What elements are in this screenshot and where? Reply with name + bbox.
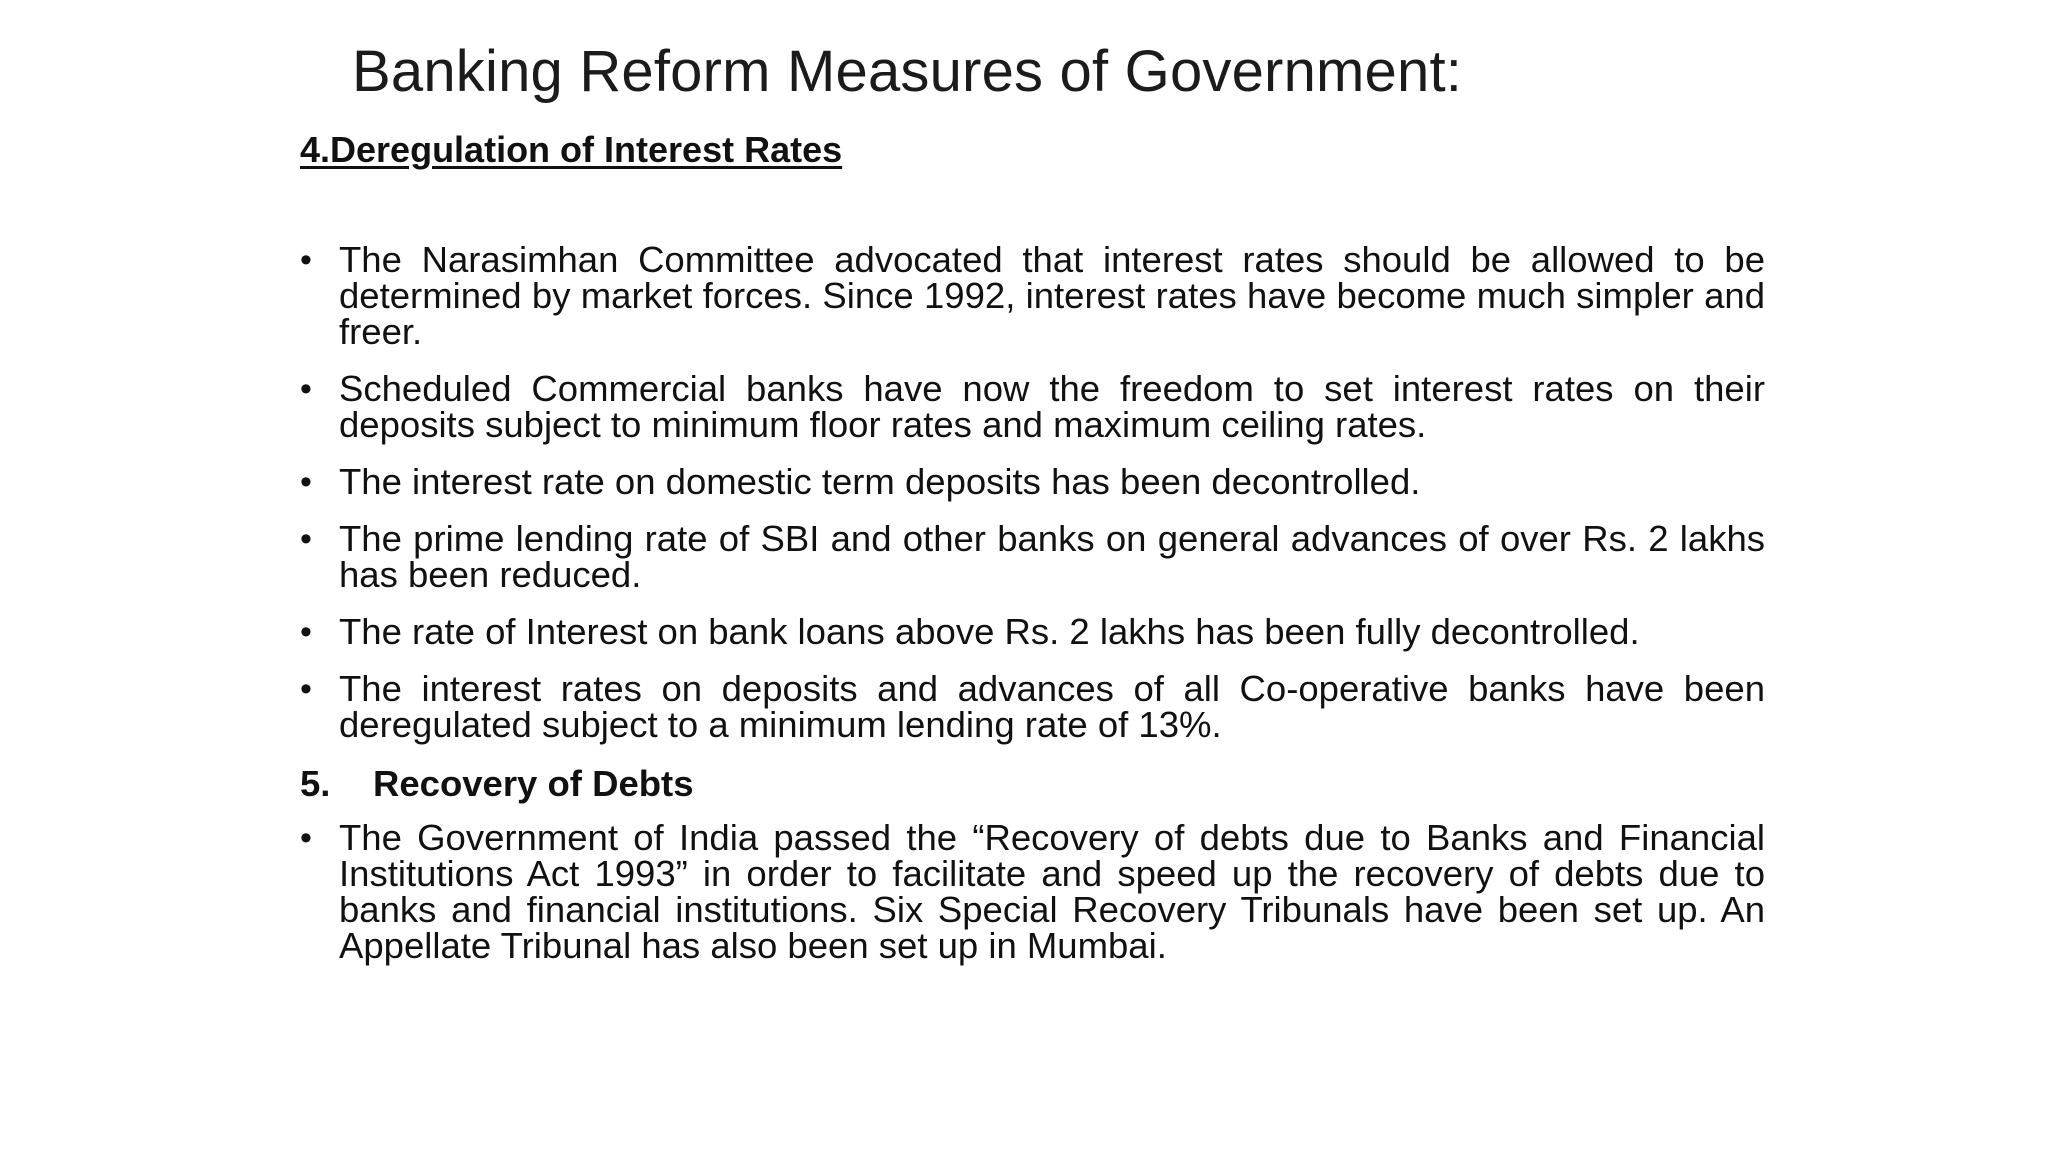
bullet-text: The rate of Interest on bank loans above Rs. 2 lakhs has been fully decontrolled. [339, 611, 1640, 652]
slide-content [300, 128, 1765, 985]
bullet-list-recovery [300, 817, 1765, 966]
bullet-icon: • [300, 670, 312, 708]
bullet-text: The Government of India passed the “Recovery of debts due to Banks and Financial Institutions Act 1993” in order to facilitate and speed up the recovery of debts due to banks and financial institutions. Six Special Recovery Tribunals have been set up. An Appellate Tribunal has also been set up in Mumbai. [339, 817, 1765, 966]
bullet-text: Scheduled Commercial banks have now the freedom to set interest rates on their deposits subject to minimum floor rates and maximum ceiling rates. [339, 368, 1765, 445]
list-item [300, 518, 1765, 595]
bullet-icon: • [300, 370, 312, 408]
bullet-icon: • [300, 520, 312, 558]
bullet-icon: • [300, 819, 312, 857]
bullet-text: The interest rates on deposits and advances of all Co-operative banks have been deregulated subject to a minimum lending rate of 13%. [339, 668, 1765, 745]
list-item [300, 368, 1765, 445]
section-number: 5. [300, 763, 331, 804]
bullet-icon: • [300, 241, 312, 279]
slide-title: Banking Reform Measures of Government: [352, 39, 1463, 104]
section-heading-deregulation: 4.Deregulation of Interest Rates [300, 129, 843, 170]
section-title: Recovery of Debts [373, 763, 694, 804]
section-heading-recovery [300, 764, 1765, 804]
list-item [300, 817, 1765, 966]
bullet-icon: • [300, 463, 312, 501]
bullet-text: The prime lending rate of SBI and other banks on general advances of over Rs. 2 lakhs has been reduced. [339, 518, 1765, 595]
list-item [300, 461, 1765, 502]
list-item [300, 668, 1765, 745]
bullet-list-deregulation [300, 239, 1765, 745]
bullet-icon: • [300, 613, 312, 651]
bullet-text: The Narasimhan Committee advocated that interest rates should be allowed to be determined by market forces. Since 1992, interest rates have become much simpler and freer. [339, 239, 1765, 352]
bullet-text: The interest rate on domestic term deposits has been decontrolled. [339, 461, 1421, 502]
list-item [300, 239, 1765, 352]
list-item [300, 611, 1765, 652]
